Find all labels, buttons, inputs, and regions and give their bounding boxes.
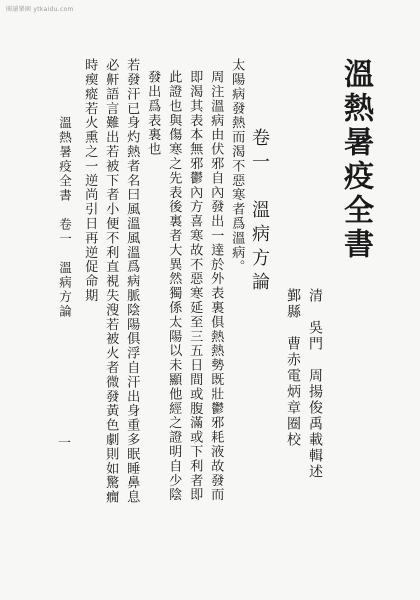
text-column-1: 太陽病發熱而渴不惡寒者爲溫病。	[229, 58, 245, 274]
book-title: 溫熱暑疫全書	[338, 58, 373, 262]
text-column-4: 此證也與傷寒之先表後裏者大異然獨係太陽以未顯他經之證明自少陰	[166, 70, 182, 502]
text-column-8: 時瘈瘲若火熏之一逆尚引日再逆促命期	[82, 58, 98, 303]
text-column-6: 若發汗已身灼熱者名曰風溫風溫爲病脈陰陽俱浮自汗出身重多眠睡鼻息	[124, 58, 140, 505]
text-column-2: 周注溫病由伏邪自內發出一達於外表裏俱熱熱勢既壯鬱邪耗液故發而	[208, 70, 224, 502]
text-column-5: 發出爲表裏也	[145, 70, 161, 157]
chapter-heading: 卷一 溫病方論	[249, 128, 270, 296]
page-number: 一	[58, 436, 72, 451]
compiler-credit: 清 吳門 周揚俊禹載輯述	[307, 288, 323, 480]
text-column-7: 必鼾語言難出若被下者小便不利直視失溲若被火者微發黃色劇則如驚癇	[103, 58, 119, 505]
text-column-3: 即渴其表本無邪鬱內方喜寒故不惡寒延至三五日間或腹滿或下利者即	[187, 70, 203, 502]
editor-credit: 鄞縣 曹赤電炳章圈校	[285, 288, 301, 448]
page-footer: 溫熱暑疫全書 卷一 溫病方論	[57, 116, 73, 319]
watermark-stamp: 閱讀樂園 ytkaidu.com	[6, 6, 74, 13]
